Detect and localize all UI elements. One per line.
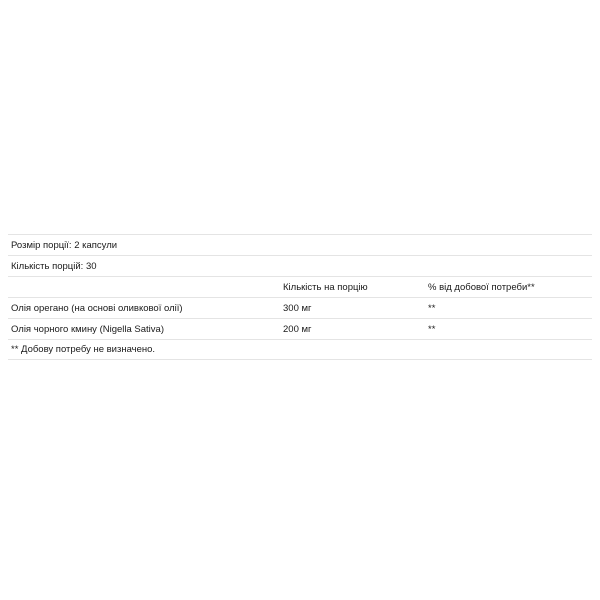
ingredient-amount: 200 мг bbox=[283, 323, 312, 335]
serving-size-text: Розмір порції: 2 капсули bbox=[11, 239, 118, 251]
servings-per-container-text: Кількість порцій: 30 bbox=[11, 260, 97, 272]
serving-size-row bbox=[8, 234, 592, 255]
ingredient-name: Олія орегано (на основі оливкової олії) bbox=[11, 302, 183, 314]
footnote-row bbox=[8, 339, 592, 360]
table-row bbox=[8, 318, 592, 339]
supplement-facts-table bbox=[8, 234, 592, 360]
table-row bbox=[8, 297, 592, 318]
ingredient-amount: 300 мг bbox=[283, 302, 312, 314]
ingredient-daily-value: ** bbox=[428, 302, 436, 314]
footnote-text: ** Добову потребу не визначено. bbox=[11, 344, 156, 355]
ingredient-daily-value: ** bbox=[428, 323, 436, 335]
header-amount-per-serving: Кількість на порцію bbox=[283, 281, 368, 293]
ingredient-name: Олія чорного кмину (Nigella Sativa) bbox=[11, 323, 164, 335]
table-header-row bbox=[8, 276, 592, 297]
header-daily-value: % від добової потреби** bbox=[428, 281, 535, 293]
servings-per-container-row bbox=[8, 255, 592, 276]
